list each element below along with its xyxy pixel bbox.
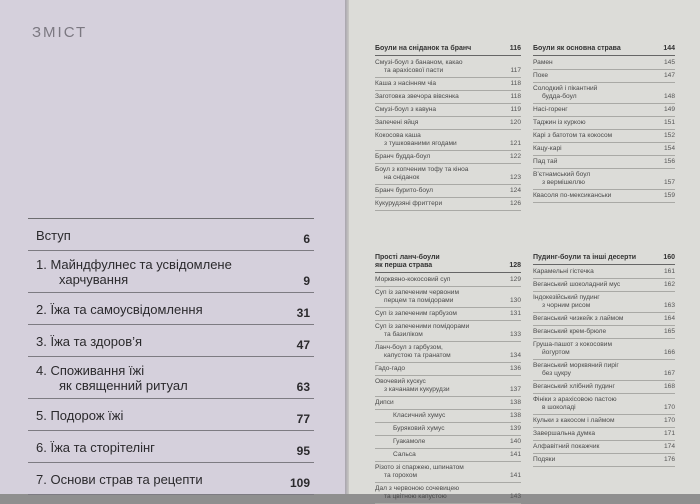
recipe-entry-line: Дипси	[375, 399, 394, 406]
toc-entry	[28, 219, 314, 251]
toc-entry-page: 95	[296, 444, 310, 458]
section-heading-page: 116	[509, 45, 521, 52]
recipe-entry-page: 152	[663, 132, 675, 139]
recipe-entry	[375, 287, 521, 308]
recipe-entry	[375, 185, 521, 198]
recipe-entry-line: Рамен	[533, 59, 553, 66]
recipe-entry-page: 117	[510, 67, 521, 74]
recipe-entry-line: Бранч бурито-боул	[375, 187, 433, 194]
recipe-entry-page: 119	[510, 106, 521, 113]
recipe-entry-page: 166	[663, 349, 675, 356]
recipe-entry	[533, 292, 675, 313]
recipe-entry-page: 134	[509, 352, 521, 359]
recipe-entry	[375, 376, 521, 397]
recipe-entry-page: 120	[509, 119, 521, 126]
recipe-entry	[533, 279, 675, 292]
toc-entry	[28, 251, 314, 293]
toc-entry-page: 9	[303, 274, 310, 288]
section-heading	[533, 45, 675, 56]
recipe-entry-line: Кацу-карі	[533, 145, 562, 152]
recipe-entry-line: Карі з батотом та кокосом	[533, 132, 613, 139]
toc-entry-page: 63	[296, 380, 310, 394]
recipe-entry-line: Овочевий кускус	[375, 378, 426, 385]
recipe-entry-page: 131	[509, 310, 521, 317]
recipe-entry	[533, 143, 675, 156]
recipe-entry	[533, 441, 675, 454]
recipe-entry-line: в шоколаді	[542, 404, 576, 411]
toc-entry-label	[28, 293, 314, 317]
recipe-entry-page: 141	[509, 472, 521, 479]
recipe-entry-line: Веганський шоколадний мус	[533, 281, 621, 288]
recipe-entry	[375, 104, 521, 117]
recipe-entry-page: 163	[663, 302, 675, 309]
recipe-entry	[375, 130, 521, 151]
recipe-entry-line: Фініки з арахісовою пастою	[533, 396, 617, 403]
recipe-entry	[533, 428, 675, 441]
recipe-entry	[533, 360, 675, 381]
recipe-entry	[533, 190, 675, 203]
section-heading-line: Боули як основна страва	[533, 45, 621, 52]
recipe-entry-page: 157	[663, 179, 675, 186]
recipe-entry	[375, 57, 521, 78]
recipe-entry	[375, 164, 521, 185]
recipe-entry	[375, 78, 521, 91]
toc-entry-line: 4. Споживання їжі	[36, 363, 145, 378]
recipe-entry-line: Груша-пашот з кокосовим	[533, 341, 613, 348]
toc-entry-page: 6	[303, 232, 310, 246]
recipe-entry-page: 141	[509, 451, 521, 458]
recipe-entry-line: Гадо-гадо	[375, 365, 406, 372]
toc-entry-page: 31	[296, 306, 310, 320]
recipe-entry-line: Суп із запеченим червоним	[375, 289, 460, 296]
recipe-entry-page: 133	[509, 331, 521, 338]
recipe-entry-page: 164	[663, 315, 675, 322]
recipe-entry-line: Індокезійський пудинг	[533, 294, 600, 301]
recipe-entry-page: 159	[663, 192, 675, 199]
recipe-entry-line: Кокосова каша	[375, 132, 421, 139]
recipe-entry	[533, 326, 675, 339]
recipe-entry-page: 154	[663, 145, 675, 152]
left-page	[0, 0, 345, 494]
recipe-entry	[375, 117, 521, 130]
recipe-entry-line: Кульки з какосом і лаймом	[533, 417, 615, 424]
recipe-entry-line: Веганський морквяний пиріг	[533, 362, 619, 369]
recipe-entry-line: Бранч будда-боул	[375, 153, 431, 160]
recipe-entry-page: 162	[663, 281, 675, 288]
toc-column-breakfast	[375, 45, 521, 211]
toc-entry-line: 6. Їжа та сторітелінг	[36, 440, 155, 455]
recipe-entry-page: 174	[663, 443, 675, 450]
recipe-entry-page: 123	[509, 174, 521, 181]
recipe-entry-line: капустою та гранатом	[384, 352, 451, 359]
toc-entry-line: 3. Їжа та здоров’я	[36, 334, 143, 349]
toc-entry	[28, 357, 314, 399]
recipe-entry-line: Боул з копченим тофу та кіноа	[375, 166, 469, 173]
recipe-entry-line: Дал з червоною сочевицею	[375, 485, 460, 492]
recipe-entry-page: 168	[663, 383, 675, 390]
recipe-entry-line: Буряковий хумус	[393, 425, 445, 432]
recipe-entry-page: 149	[663, 106, 675, 113]
recipe-entry	[533, 70, 675, 83]
recipe-entry	[533, 339, 675, 360]
recipe-entry-page: 121	[509, 140, 521, 147]
recipe-entry-page: 176	[663, 456, 675, 463]
section-heading	[533, 254, 675, 265]
toc-entry-label	[28, 399, 314, 423]
recipe-entry-line: та базиліком	[384, 331, 423, 338]
recipe-entry-page: 151	[663, 119, 675, 126]
section-heading-line: Пудинг-боули та інші десерти	[533, 254, 637, 261]
recipe-entry-line: Квасоля по-мексиканськи	[533, 192, 612, 199]
recipe-entry-page: 170	[663, 404, 675, 411]
recipe-entry-line: Гуакамоле	[393, 438, 426, 445]
recipe-entry-line: Насі-горенг	[533, 106, 568, 113]
recipe-entry-page: 140	[509, 438, 521, 445]
recipe-entry-page: 147	[663, 72, 675, 79]
recipe-entry-page: 167	[663, 370, 675, 377]
recipe-entry-line: Веганський крем-брюле	[533, 328, 607, 335]
recipe-entry	[375, 363, 521, 376]
recipe-entry	[533, 83, 675, 104]
toc-column-lunch	[375, 254, 521, 504]
recipe-entry-line: Запечені яйця	[375, 119, 419, 126]
toc-entry-line: 7. Основи страв та рецепти	[36, 472, 203, 487]
toc-column-desserts	[533, 254, 675, 467]
recipe-entry-line: перцем та помідорами	[384, 297, 454, 304]
main-toc	[28, 218, 314, 495]
recipe-entry-line: Сальса	[393, 451, 416, 458]
recipe-entry-page: 137	[509, 386, 521, 393]
recipe-entry-line: з качанами кукурудзи	[384, 386, 450, 393]
section-heading-page: 144	[663, 45, 675, 52]
recipe-entry	[533, 130, 675, 143]
recipe-entry-line: Завершальна думка	[533, 430, 596, 437]
toc-entry-label	[28, 463, 314, 487]
recipe-entry-line: йогуртом	[542, 349, 570, 356]
recipe-entry-line: з чорним рисом	[542, 302, 591, 309]
recipe-entry	[533, 313, 675, 326]
toc-column-main-dishes	[533, 45, 675, 203]
recipe-entry	[375, 321, 521, 342]
recipe-entry-page: 136	[509, 365, 521, 372]
recipe-entry-page: 156	[663, 158, 675, 165]
recipe-entry-page: 129	[509, 276, 521, 283]
recipe-entry	[533, 394, 675, 415]
recipe-entry	[533, 117, 675, 130]
section-heading	[375, 254, 521, 273]
recipe-entry	[533, 169, 675, 190]
recipe-entry	[375, 342, 521, 363]
recipe-entry	[375, 308, 521, 321]
toc-entry	[28, 463, 314, 495]
right-page	[349, 0, 700, 500]
recipe-entry-line: Алфавітний покажчик	[533, 443, 600, 450]
recipe-entry-page: 171	[663, 430, 675, 437]
toc-entry-page: 47	[296, 338, 310, 352]
recipe-entry-line: Класичний хумус	[393, 412, 446, 419]
section-heading-line: як перша страва	[375, 262, 433, 269]
recipe-entry	[375, 423, 521, 436]
section-heading-line: Боули на сніданок та бранч	[375, 45, 472, 52]
recipe-entry-line: Заготовка звечора вівсянка	[375, 93, 459, 100]
recipe-entry-line: Суп із запеченими помідорами	[375, 323, 470, 330]
section-heading-line: Прості ланч-боули	[375, 254, 440, 261]
toc-entry-label	[28, 219, 314, 243]
recipe-entry-page: 130	[509, 297, 521, 304]
recipe-entry-page: 165	[663, 328, 675, 335]
recipe-entry-line: Карамельні гістечка	[533, 268, 594, 275]
toc-entry-page: 77	[296, 412, 310, 426]
recipe-entry-page: 170	[663, 417, 675, 424]
section-heading-page: 160	[663, 254, 675, 261]
recipe-entry-line: з вермішеллю	[542, 179, 585, 186]
recipe-entry-page: 138	[509, 412, 521, 419]
recipe-entry-line: та цвітною капустою	[384, 493, 447, 500]
recipe-entry-line: Кукурудзяні фриттери	[375, 200, 443, 207]
recipe-entry-line: Ланч-боул з гарбузом,	[375, 344, 443, 351]
toc-entry	[28, 431, 314, 463]
section-heading	[375, 45, 521, 56]
recipe-entry-line: Подяки	[533, 456, 556, 463]
recipe-entry-page: 118	[510, 93, 521, 100]
recipe-entry-line: В’єтнамський боул	[533, 171, 591, 178]
recipe-entry-page: 124	[509, 187, 521, 194]
recipe-entry	[533, 266, 675, 279]
toc-entry-label	[28, 325, 314, 349]
recipe-entry-line: Суп із запеченим гарбузом	[375, 310, 457, 317]
recipe-entry-line: Поке	[533, 72, 549, 79]
toc-entry-line: як священний ритуал	[59, 378, 188, 393]
toc-entry	[28, 293, 314, 325]
recipe-entry-line: Каша з насінням чіа	[375, 80, 437, 87]
recipe-entry-line: на сніданок	[384, 174, 420, 181]
recipe-entry-page: 118	[510, 80, 521, 87]
recipe-entry	[533, 57, 675, 70]
recipe-entry	[375, 449, 521, 462]
recipe-entry-line: Веганський хлібний пудинг	[533, 383, 615, 390]
recipe-entry-page: 126	[509, 200, 521, 207]
toc-entry-line: 2. Їжа та самоусвідомлення	[36, 302, 203, 317]
toc-entry-label	[28, 357, 314, 393]
toc-entry-line: 1. Майндфулнес та усвідомлене	[36, 257, 232, 272]
section-heading-page: 128	[509, 262, 521, 269]
toc-entry-label	[28, 251, 314, 287]
toc-entry	[28, 399, 314, 431]
recipe-entry-line: та арахісової пасти	[384, 67, 444, 74]
recipe-entry	[533, 104, 675, 117]
recipe-entry-line: Солодкий і пікантний	[533, 85, 598, 92]
recipe-entry-line: Різото зі спаржею, шпинатом	[375, 464, 464, 471]
recipe-entry-line: Таджин із куркою	[533, 119, 586, 126]
recipe-entry	[375, 436, 521, 449]
recipe-entry-page: 139	[509, 425, 521, 432]
recipe-entry	[375, 462, 521, 483]
recipe-entry-page: 143	[509, 493, 521, 500]
toc-entry-line: Вступ	[36, 228, 71, 243]
contents-title: ЗМІСТ	[32, 24, 88, 41]
recipe-entry-page: 148	[663, 93, 675, 100]
recipe-entry	[533, 454, 675, 467]
recipe-entry-page: 138	[509, 399, 521, 406]
toc-entry-line: харчування	[59, 272, 129, 287]
recipe-entry-line: будда-боул	[542, 93, 577, 100]
toc-entry-label	[28, 431, 314, 455]
recipe-entry	[533, 156, 675, 169]
recipe-entry	[375, 91, 521, 104]
recipe-entry-page: 161	[663, 268, 675, 275]
recipe-entry-page: 145	[663, 59, 675, 66]
recipe-entry	[533, 415, 675, 428]
recipe-entry	[375, 198, 521, 211]
recipe-entry-line: без цукру	[542, 370, 571, 377]
recipe-entry-line: Смузі-боул з кавуна	[375, 106, 437, 113]
recipe-entry	[533, 381, 675, 394]
recipe-entry	[375, 410, 521, 423]
recipe-entry-line: Морквяно-кокосовий суп	[375, 276, 451, 283]
toc-entry	[28, 325, 314, 357]
recipe-entry-line: з тушкованими ягодами	[384, 140, 457, 147]
recipe-entry-line: та горохом	[384, 472, 418, 479]
recipe-entry	[375, 274, 521, 287]
toc-entry-line: 5. Подорож їжі	[36, 408, 124, 423]
recipe-entry-line: Смузі-боул з бананом, какао	[375, 59, 463, 66]
recipe-entry-line: Пад тай	[533, 158, 558, 165]
recipe-entry-line: Веганський чизкейк з лаймом	[533, 315, 624, 322]
recipe-entry	[375, 151, 521, 164]
recipe-entry-page: 122	[509, 153, 521, 160]
recipe-entry	[375, 397, 521, 410]
toc-entry-page: 109	[289, 476, 310, 490]
